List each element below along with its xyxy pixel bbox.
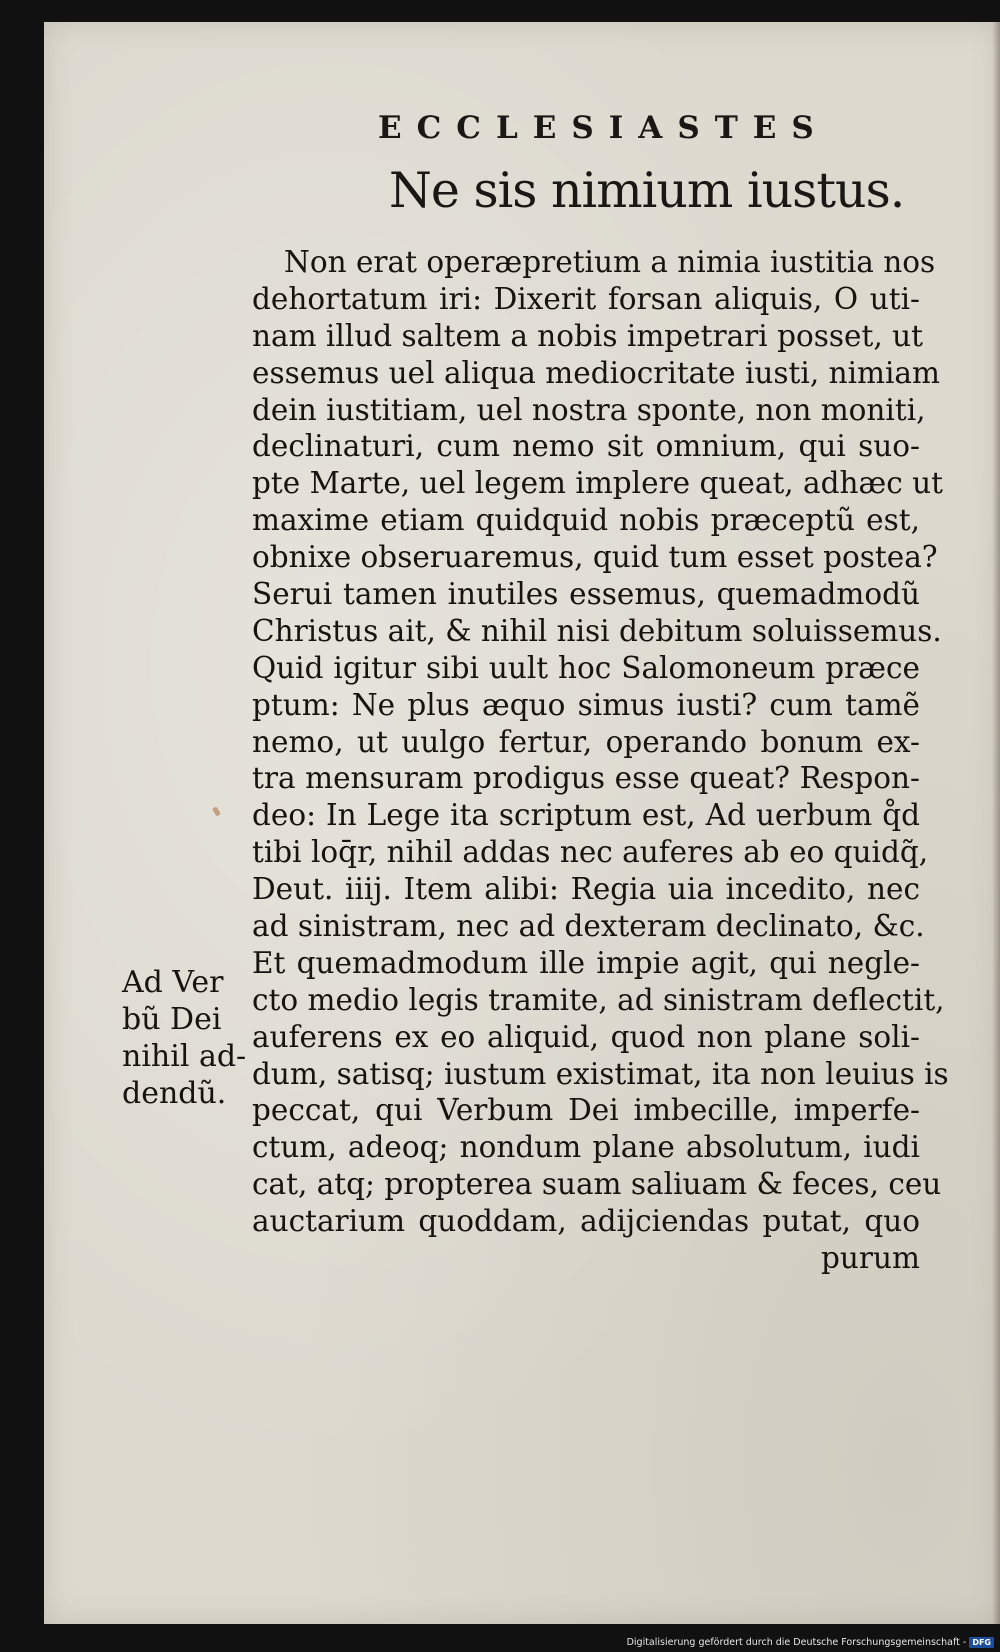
dfg-logo: DFG bbox=[969, 1637, 994, 1648]
text-line: dehortatum iri: Dixerit forsan aliquis, O uti- bbox=[252, 281, 920, 316]
text-line: auferens ex eo aliquid, quod non plane soli- bbox=[252, 1019, 920, 1054]
text-line: obnixe obseruaremus, quid tum esset postea? bbox=[252, 540, 938, 575]
text-line: auctarium quoddam, adijciendas putat, quo bbox=[252, 1204, 920, 1239]
digitization-credit bbox=[627, 1637, 994, 1648]
text-line: ad sinistram, nec ad dexteram declinato, &c. bbox=[252, 909, 925, 944]
book-page bbox=[44, 22, 1000, 1624]
running-head: ECCLESIASTES bbox=[378, 110, 829, 146]
text-line: Deut. iiij. Item alibi: Regia uia incedito, nec bbox=[252, 872, 920, 907]
text-line: ptum: Ne plus æquo simus iusti? cum tamẽ bbox=[252, 687, 920, 722]
text-line: tra mensuram prodigus esse queat? Respon- bbox=[252, 761, 920, 796]
text-line: dum, satisq; iustum existimat, ita non leuius is bbox=[252, 1056, 949, 1091]
text-line: essemus uel aliqua mediocritate iusti, nimiam bbox=[252, 355, 940, 390]
text-line: dein iustitiam, uel nostra sponte, non moniti, bbox=[252, 392, 926, 427]
catchword: purum bbox=[821, 1241, 920, 1276]
text-line: pte Marte, uel legem implere queat, adhæc ut bbox=[252, 466, 944, 501]
text-line: cat, atq; propterea suam saliuam & feces, ceu bbox=[252, 1167, 942, 1202]
body-text bbox=[252, 244, 949, 1277]
marginal-note bbox=[122, 964, 252, 1112]
text-line: deo: In Lege ita scriptum est, Ad uerbum q̊d bbox=[252, 798, 920, 833]
text-line: nemo, ut uulgo fertur, operando bonum ex- bbox=[252, 724, 920, 759]
section-title: Ne sis nimium iustus. bbox=[389, 162, 905, 219]
page-gutter-shadow bbox=[992, 22, 1000, 1624]
text-line: maxime etiam quidquid nobis præceptũ est, bbox=[252, 503, 920, 538]
text-line: Serui tamen inutiles essemus, quemadmodũ bbox=[252, 577, 920, 612]
text-line: peccat, qui Verbum Dei imbecille, imperfe- bbox=[252, 1093, 920, 1128]
marginal-note-line: dendũ. bbox=[122, 1076, 227, 1111]
text-line: ctum, adeoq; nondum plane absolutum, iudi bbox=[252, 1130, 920, 1165]
marginal-note-line: nihil ad- bbox=[122, 1039, 247, 1074]
marginal-note-line: bũ Dei bbox=[122, 1002, 222, 1037]
text-line: cto medio legis tramite, ad sinistram deflectit, bbox=[252, 982, 945, 1017]
text-line: tibi loq̄r, nihil addas nec auferes ab eo quidq̃, bbox=[252, 835, 929, 870]
marginal-note-line: Ad Ver bbox=[122, 965, 224, 1000]
text-line: nam illud saltem a nobis impetrari posset, ut bbox=[252, 318, 923, 353]
text-line: Christus ait, & nihil nisi debitum soluissemus. bbox=[252, 613, 942, 648]
text-line: declinaturi, cum nemo sit omnium, qui suo- bbox=[252, 429, 920, 464]
credit-text: Digitalisierung gefördert durch die Deutsche Forschungsgemeinschaft - bbox=[626, 1637, 967, 1648]
text-line: Et quemadmodum ille impie agit, qui negle- bbox=[252, 945, 920, 980]
text-line: Non erat operæpretium a nimia iustitia nos bbox=[284, 245, 936, 279]
text-line: Quid igitur sibi uult hoc Salomoneum præce bbox=[252, 650, 920, 685]
paper-stain bbox=[212, 806, 221, 816]
